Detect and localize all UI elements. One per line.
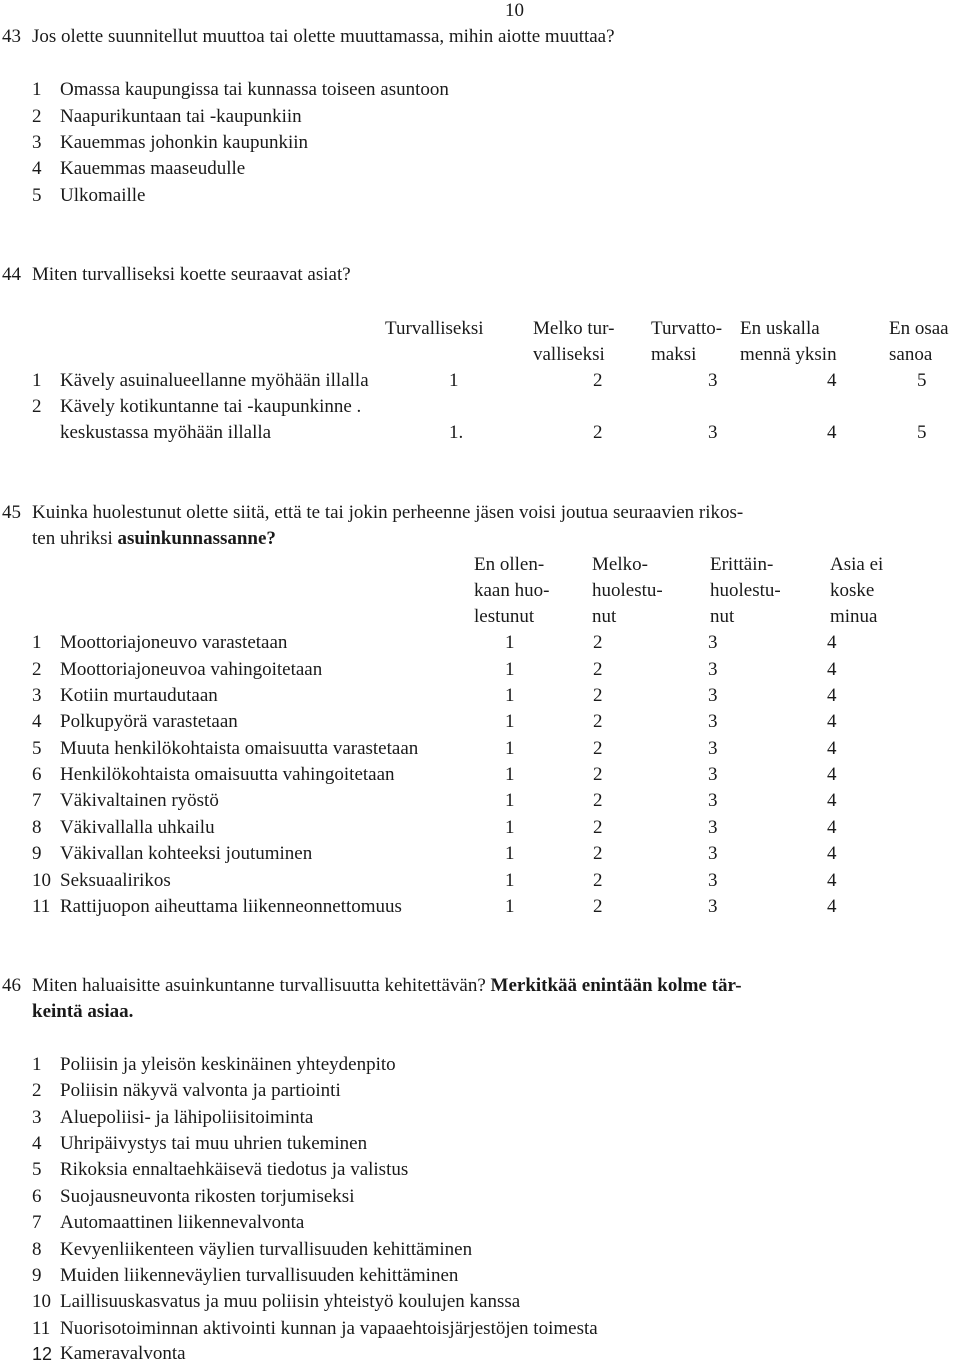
- answer-code[interactable]: 4: [827, 790, 837, 811]
- option-label: Muiden liikenneväylien turvallisuuden kehittäminen: [60, 1265, 459, 1286]
- row-label: Rattijuopon aiheuttama liikenneonnettomuus: [60, 896, 402, 917]
- answer-code[interactable]: 3: [708, 896, 718, 917]
- answer-code[interactable]: 4: [827, 685, 837, 706]
- option-label: Kauemmas maaseudulle: [60, 158, 246, 179]
- answer-code[interactable]: 1: [505, 711, 515, 732]
- column-header: maksi: [651, 344, 697, 365]
- column-header: minua: [830, 606, 878, 627]
- row-number: 2: [32, 659, 42, 680]
- option-label: Uhripäivystys tai muu uhrien tukeminen: [60, 1133, 368, 1154]
- answer-code[interactable]: 2: [593, 896, 603, 917]
- column-header: lestunut: [474, 606, 535, 627]
- option-label: Naapurikuntaan tai -kaupunkiin: [60, 106, 302, 127]
- column-header: mennä yksin: [740, 344, 837, 365]
- option-code: 1: [32, 1054, 42, 1075]
- option-code: 10: [32, 1291, 51, 1312]
- option-label: Automaattinen liikennevalvonta: [60, 1212, 305, 1233]
- option-label: Laillisuuskasvatus ja muu poliisin yhteistyö koulujen kanssa: [60, 1291, 521, 1312]
- row-number: 2: [32, 396, 42, 417]
- answer-code[interactable]: 3: [708, 817, 718, 838]
- row-label: Väkivallan kohteeksi joutuminen: [60, 843, 313, 864]
- option-label: Kameravalvonta: [60, 1343, 186, 1364]
- answer-code[interactable]: 4: [827, 764, 837, 785]
- column-header: En uskalla: [740, 318, 820, 339]
- answer-code[interactable]: 2: [593, 422, 603, 443]
- column-header: En osaa: [889, 318, 949, 339]
- answer-code[interactable]: 3: [708, 790, 718, 811]
- row-number: 11: [32, 896, 51, 917]
- answer-code[interactable]: 2: [593, 370, 603, 391]
- column-header: koske: [830, 580, 875, 601]
- option-code: 2: [32, 106, 42, 127]
- answer-code[interactable]: 3: [708, 632, 718, 653]
- option-code: 4: [32, 1133, 42, 1154]
- answer-code[interactable]: 4: [827, 711, 837, 732]
- option-label: Aluepoliisi- ja lähipoliisitoiminta: [60, 1107, 314, 1128]
- answer-code[interactable]: 1: [505, 870, 515, 891]
- answer-code[interactable]: 4: [827, 422, 837, 443]
- answer-code[interactable]: 3: [708, 870, 718, 891]
- row-label: Polkupyörä varastetaan: [60, 711, 238, 732]
- column-header: En ollen-: [474, 554, 545, 575]
- answer-code[interactable]: 4: [827, 896, 837, 917]
- answer-code[interactable]: 3: [708, 711, 718, 732]
- question-text-emphasis: Merkitkää enintään kolme tär-: [490, 975, 742, 996]
- option-label: Poliisin näkyvä valvonta ja partiointi: [60, 1080, 341, 1101]
- answer-code[interactable]: 3: [708, 685, 718, 706]
- row-number: 1: [32, 370, 42, 391]
- row-label: Kävely asuinalueellanne myöhään illalla: [60, 370, 369, 391]
- row-number: 4: [32, 711, 42, 732]
- answer-code[interactable]: 1: [505, 843, 515, 864]
- column-header: valliseksi: [533, 344, 605, 365]
- answer-code[interactable]: 2: [593, 711, 603, 732]
- answer-code[interactable]: 4: [827, 870, 837, 891]
- row-label: Henkilökohtaista omaisuutta vahingoitetaan: [60, 764, 395, 785]
- row-label: Kävely kotikuntanne tai -kaupunkinne .: [60, 396, 362, 417]
- option-label: Ulkomaille: [60, 185, 146, 206]
- column-header: huolestu-: [710, 580, 781, 601]
- row-number: 1: [32, 632, 42, 653]
- question-text: Miten turvalliseksi koette seuraavat asiat?: [32, 264, 351, 285]
- answer-code[interactable]: 3: [708, 370, 718, 391]
- option-code: 4: [32, 158, 42, 179]
- question-text-emphasis: asuinkunnassanne?: [117, 528, 276, 549]
- option-code: 1: [32, 79, 42, 100]
- row-label: Moottoriajoneuvoa vahingoitetaan: [60, 659, 323, 680]
- option-code: 8: [32, 1239, 42, 1260]
- answer-code[interactable]: 1: [449, 370, 459, 391]
- answer-code[interactable]: 2: [593, 817, 603, 838]
- option-label: Kauemmas johonkin kaupunkiin: [60, 132, 309, 153]
- column-header: nut: [592, 606, 617, 627]
- answer-code[interactable]: 5: [917, 422, 927, 443]
- option-code: 11: [32, 1318, 51, 1339]
- option-code: 7: [32, 1212, 42, 1233]
- option-label: Poliisin ja yleisön keskinäinen yhteydenpito: [60, 1054, 396, 1075]
- row-label: Kotiin murtaudutaan: [60, 685, 218, 706]
- option-label: Omassa kaupungissa tai kunnassa toiseen asuntoon: [60, 79, 449, 100]
- answer-code[interactable]: 4: [827, 659, 837, 680]
- answer-code[interactable]: 2: [593, 764, 603, 785]
- option-code: 3: [32, 132, 42, 153]
- column-header: kaan huo-: [474, 580, 550, 601]
- option-label: Suojausneuvonta rikosten torjumiseksi: [60, 1186, 355, 1207]
- answer-code[interactable]: 2: [593, 685, 603, 706]
- answer-code[interactable]: 1: [505, 685, 515, 706]
- answer-code[interactable]: 2: [593, 790, 603, 811]
- row-label: Muuta henkilökohtaista omaisuutta varastetaan: [60, 738, 419, 759]
- answer-code[interactable]: 4: [827, 817, 837, 838]
- column-header: huolestu-: [592, 580, 663, 601]
- row-label: Seksuaalirikos: [60, 870, 171, 891]
- answer-code[interactable]: 3: [708, 843, 718, 864]
- column-header: Asia ei: [830, 554, 884, 575]
- question-text-continued: [32, 528, 276, 550]
- column-header: Turvatto-: [651, 318, 723, 339]
- row-label: Moottoriajoneuvo varastetaan: [60, 632, 288, 653]
- answer-code[interactable]: 4: [827, 370, 837, 391]
- row-label: Väkivaltainen ryöstö: [60, 790, 219, 811]
- answer-code[interactable]: 1: [505, 632, 515, 653]
- column-header: Melko tur-: [533, 318, 615, 339]
- answer-code[interactable]: 1: [505, 896, 515, 917]
- column-header: sanoa: [889, 344, 933, 365]
- option-code: 12: [32, 1344, 53, 1364]
- question-text-plain: Miten haluaisitte asuinkuntanne turvallisuutta kehitettävän?: [32, 975, 491, 996]
- question-number: 45: [2, 502, 21, 523]
- row-number: 3: [32, 685, 42, 706]
- question-text-emphasis-continued: keintä asiaa.: [32, 1001, 134, 1022]
- answer-code[interactable]: 4: [827, 632, 837, 653]
- column-header: Turvalliseksi: [385, 318, 484, 339]
- answer-code[interactable]: 2: [593, 632, 603, 653]
- answer-code[interactable]: 1: [505, 764, 515, 785]
- row-number: 10: [32, 870, 51, 891]
- answer-code[interactable]: 3: [708, 738, 718, 759]
- option-label: Rikoksia ennaltaehkäisevä tiedotus ja valistus: [60, 1159, 409, 1180]
- answer-code[interactable]: 2: [593, 870, 603, 891]
- answer-code[interactable]: 1.: [449, 422, 464, 443]
- row-number: 9: [32, 843, 42, 864]
- row-label: Väkivallalla uhkailu: [60, 817, 215, 838]
- question-number: 43: [2, 26, 21, 47]
- answer-code[interactable]: 1: [505, 738, 515, 759]
- answer-code[interactable]: 3: [708, 764, 718, 785]
- row-number: 5: [32, 738, 42, 759]
- answer-code[interactable]: 1: [505, 659, 515, 680]
- question-number: 44: [2, 264, 21, 285]
- option-code: 6: [32, 1186, 42, 1207]
- column-header: Melko-: [592, 554, 648, 575]
- page-number: 10: [505, 0, 524, 21]
- answer-code[interactable]: 5: [917, 370, 927, 391]
- row-number: 6: [32, 764, 42, 785]
- row-number: 7: [32, 790, 42, 811]
- answer-code[interactable]: 1: [505, 817, 515, 838]
- option-label: Kevyenliikenteen väylien turvallisuuden kehittäminen: [60, 1239, 473, 1260]
- option-code: 9: [32, 1265, 42, 1286]
- answer-code[interactable]: 2: [593, 843, 603, 864]
- question-text: [32, 975, 742, 997]
- answer-code[interactable]: 2: [593, 738, 603, 759]
- row-number: 8: [32, 817, 42, 838]
- answer-code[interactable]: 3: [708, 422, 718, 443]
- option-code: 5: [32, 1159, 42, 1180]
- option-code: 2: [32, 1080, 42, 1101]
- question-text-plain: ten uhriksi: [32, 528, 118, 549]
- answer-code[interactable]: 4: [827, 843, 837, 864]
- answer-code[interactable]: 1: [505, 790, 515, 811]
- answer-code[interactable]: 3: [708, 659, 718, 680]
- question-text: Jos olette suunnitellut muuttoa tai olette muuttamassa, mihin aiotte muuttaa?: [32, 26, 615, 47]
- answer-code[interactable]: 4: [827, 738, 837, 759]
- option-code: 3: [32, 1107, 42, 1128]
- row-label-continued: keskustassa myöhään illalla: [60, 422, 272, 443]
- option-label: Nuorisotoiminnan aktivointi kunnan ja vapaaehtoisjärjestöjen toimesta: [60, 1318, 598, 1339]
- answer-code[interactable]: 2: [593, 659, 603, 680]
- option-code: 5: [32, 185, 42, 206]
- column-header: nut: [710, 606, 735, 627]
- question-number: 46: [2, 975, 21, 996]
- column-header: Erittäin-: [710, 554, 774, 575]
- question-text: Kuinka huolestunut olette siitä, että te tai jokin perheenne jäsen voisi joutua seuraavien rikos-: [32, 502, 744, 523]
